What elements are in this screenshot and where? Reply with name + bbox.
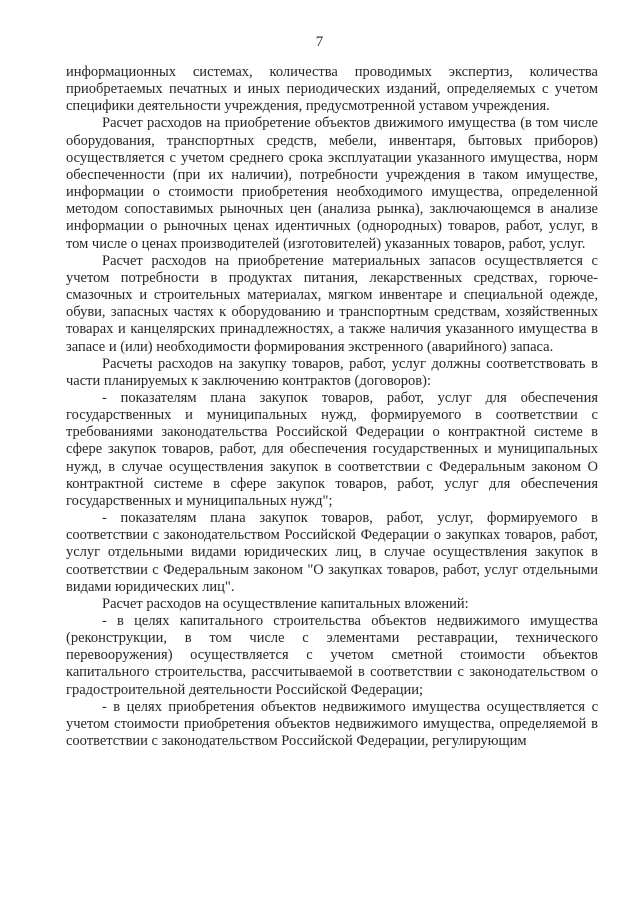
paragraph-procurement-intro: Расчеты расходов на закупку товаров, работ, услуг должны соответствовать в части планируемых к заключению контрактов (договоров): (66, 355, 598, 389)
list-item-real-estate-acquisition: - в целях приобретения объектов недвижимого имущества осуществляется с учетом стоимости приобретения объектов недвижимого имущества, определяемой в соответствии с законодательством Российской Федерации, регулирующим (66, 698, 598, 750)
paragraph-capital-investments-intro: Расчет расходов на осуществление капитальных вложений: (102, 595, 469, 612)
paragraph-movable-property: Расчет расходов на приобретение объектов движимого имущества (в том числе оборудования, транспортных средств, мебели, инвентаря, бытовых приборов) осуществляется с учетом среднего срока эксплуатации указанного имущества, норм обеспеченности (при их наличии), потребности учреждения в таком имуществе, информации о стоимости приобретения необходимого имущества, определенной методом сопоставимых рыночных цен (анализа рынка), заключающемся в анализе информации о рыночных ценах идентичных (однородных) товаров, работ, услуг, в том числе о ценах производителей (изготовителей) указанных товаров, работ, услуг. (66, 115, 598, 252)
paragraph-continuation: информационных системах, количества проводимых экспертиз, количества приобретаемых печатных и иных периодических изданий, определяемых с учетом специфики деятельности учреждения, предусмотренной уставом учреждения. (66, 64, 598, 115)
list-item-procurement-legal-entities: - показателям плана закупок товаров, работ, услуг, формируемого в соответствии с законодательством Российской Федерации о закупках товаров, работ, услуг отдельными видами юридических лиц, в случае осуществления закупок в соответствии с Федеральным законом "О закупках товаров, работ, услуг отдельными видами юридических лиц". (66, 510, 598, 595)
paragraph-material-stocks: Расчет расходов на приобретение материальных запасов осуществляется с учетом потребности в продуктах питания, лекарственных средствах, горюче-смазочных и строительных материалах, мягком инвентаре и специальной одежде, обуви, запасных частях к оборудованию и транспортным средствам, хозяйственных товарах и канцелярских принадлежностях, а также наличия указанного имущества в запасе и (или) необходимости формирования экстренного (аварийного) запаса. (66, 252, 598, 355)
page-number: 7 (315, 34, 324, 50)
list-item-capital-construction: - в целях капитального строительства объектов недвижимого имущества (реконструкции, в том числе с элементами реставрации, технического перевооружения) осуществляется с учетом сметной стоимости объектов капитального строительства, рассчитываемой в соответствии с законодательством о градостроительной деятельности Российской Федерации; (66, 613, 598, 698)
document-body (66, 64, 598, 750)
list-item-procurement-state: - показателям плана закупок товаров, работ, услуг для обеспечения государственных и муниципальных нужд, формируемого в соответствии с требованиями законодательства Российской Федерации о контрактной системе в сфере закупок товаров, работ, для обеспечения государственных и муниципальных нужд, в случае осуществления закупок в соответствии с Федеральным законом О контрактной системе в сфере закупок товаров, работ, услуг для обеспечения государственных и муниципальных нужд"; (66, 389, 598, 509)
